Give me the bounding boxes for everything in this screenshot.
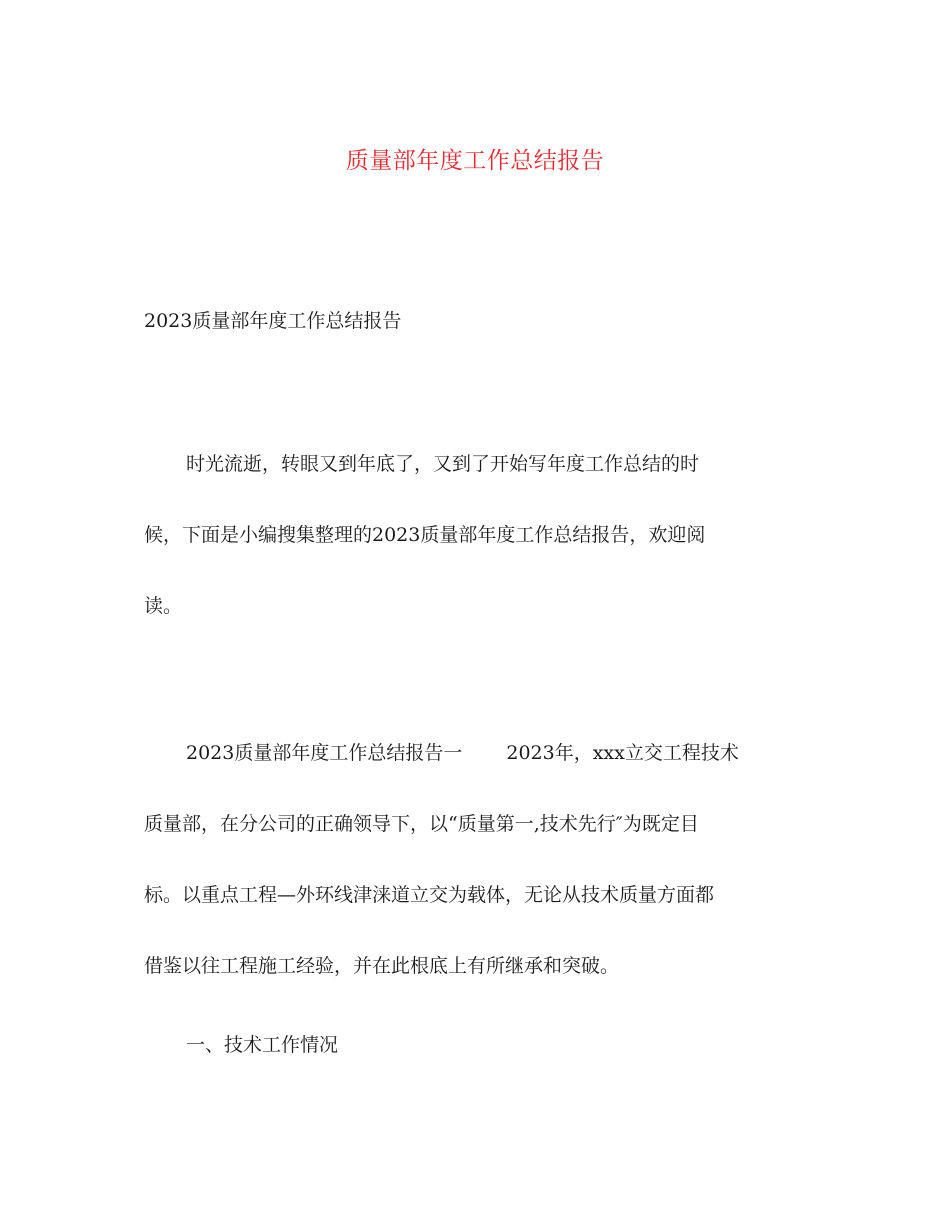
intro-line: 时光流逝，转眼又到年底了，又到了开始写年度工作总结的时 bbox=[186, 453, 700, 475]
section-one-line: 质量部，在分公司的正确领导下，以“质量第一,技术先行″为既定目 bbox=[144, 813, 699, 835]
section-one-line: 标。以重点工程—外环线津涞道立交为载体，无论从技术质量方面都 bbox=[144, 884, 715, 906]
section-one-first-line bbox=[144, 718, 804, 789]
section-one-line: 借鉴以往工程施工经验，并在此根底上有所继承和突破。 bbox=[144, 955, 620, 977]
intro-paragraph bbox=[144, 429, 804, 642]
section-one-lead: 2023年，xxx立交工程技术 bbox=[506, 742, 739, 764]
intro-line: 读。 bbox=[144, 595, 183, 617]
section-one-heading: 2023质量部年度工作总结报告一 bbox=[186, 742, 463, 764]
document-subtitle: 2023质量部年度工作总结报告 bbox=[144, 310, 402, 332]
document-title: 质量部年度工作总结报告 bbox=[345, 148, 605, 174]
section-one-paragraph bbox=[144, 718, 804, 1002]
intro-line: 候，下面是小编搜集整理的2023质量部年度工作总结报告，欢迎阅 bbox=[144, 524, 706, 546]
tech-work-heading: 一、技术工作情况 bbox=[186, 1034, 339, 1056]
